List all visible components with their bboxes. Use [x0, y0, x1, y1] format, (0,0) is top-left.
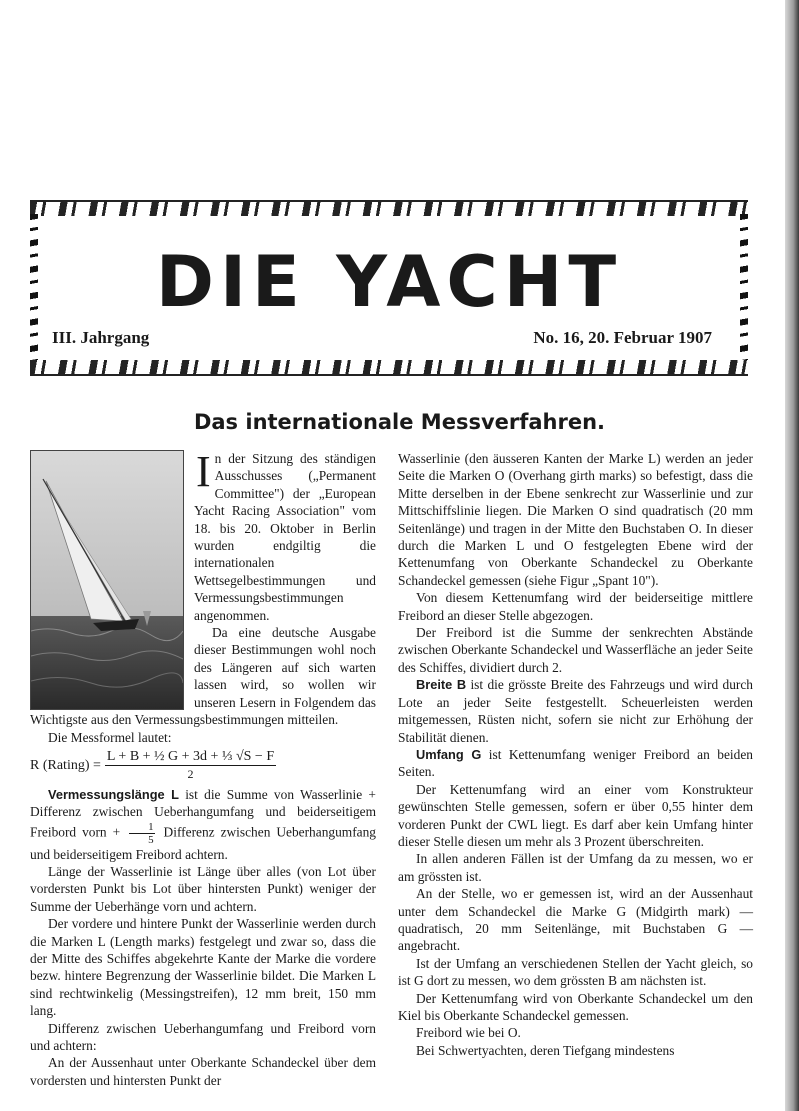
paragraph-col2-5: In allen anderen Fällen ist der Umfang da zu messen, wo er am grössten ist.	[398, 851, 753, 884]
paragraph-col2-3: Der Freibord ist die Summe der senkrechten Abstände zwischen Oberkante Schandeckel und Wasserfläche an jeder Seite des Schiffes, dividiert durch 2.	[398, 625, 753, 675]
term-breite: Breite B	[416, 677, 467, 693]
ornament-border-top	[30, 200, 748, 216]
column-left	[30, 447, 376, 1089]
column-right	[398, 450, 753, 1059]
paragraph-col2-9: Freibord wie bei O.	[416, 1025, 521, 1041]
yacht-photo	[30, 450, 184, 710]
intro-paragraph: n der Sitzung des ständigen Ausschusses („Permanent Committee") der „European Yacht Racing Association" vom 18. bis 20. Oktober in Berlin wurden endgiltig die internationalen Wettsegelbestimmungen und Vermessungsbestimmungen angenommen.	[194, 451, 376, 623]
inline-fraction-numerator: 1	[129, 821, 155, 834]
paragraph-col2-1: Wasserlinie (den äusseren Kanten der Marke L) werden an jeder Seite die Marken O (Overhang girth marks) so befestigt, dass die Mitte derselben in der Ebene senkrecht zur Wasserlinie und zur Mittschiffslinie liegen. Die Marken O sind quadratisch (20 mm Seitenlänge) und tragen in der Mitte den Buchstaben O. In dieser durch die Marken L und O festgelegten Ebene wird der Kettenumfang von Oberkante Schandeckel zu Oberkante Schandeckel gemessen (siehe Figur „Spant 10").	[398, 451, 753, 588]
formula-numerator: L + B + ½ G + 3d + ⅓ √S − F	[105, 748, 276, 766]
paragraph-differenz: Differenz zwischen Ueberhangumfang und Freibord vorn und achtern:	[30, 1020, 376, 1053]
formula-intro: Die Messformel lautet:	[48, 729, 172, 745]
paragraph-aussenhaut: An der Aussenhaut unter Oberkante Schandeckel über dem vordersten und hintersten Punkt der	[30, 1055, 376, 1088]
page-edge-shadow	[785, 0, 799, 1111]
inline-fraction	[129, 821, 155, 846]
paragraph-ausgabe: Da eine deutsche Ausgabe dieser Bestimmungen wohl noch des Längeren auf sich warten lassen wird, so wollen wir unseren Lesern in Folgendem das Wichtigste aus den Vermessungsbestimmungen mitteilen.	[30, 625, 376, 728]
masthead-title: DIE YACHT	[155, 241, 623, 323]
paragraph-umfang: ist Kettenumfang weniger Freibord an beiden Seiten.	[398, 746, 753, 780]
paragraph-col2-4: Der Kettenumfang wird an einer vom Konstrukteur gewünschten Stelle gemessen, sofern er über 0,55 hinter dem vorderen Punkt der CWL liegt. Es darf aber kein Umfang hinter dieser Stelle diesen um mehr als 3 Prozent überschreiten.	[398, 781, 753, 849]
paragraph-col2-6: An der Stelle, wo er gemessen ist, wird an der Aussenhaut unter dem Schandeckel die Marke G (Midgirth mark) — quadratisch, 20 mm Seitenlänge, mit Buchstaben G — angebracht.	[398, 886, 753, 954]
dropcap: I	[196, 447, 211, 496]
masthead	[30, 200, 748, 378]
formula-denominator: 2	[187, 767, 194, 782]
paragraph-laenge-b: Differenz zwischen Ueberhangumfang und beiderseitigem Freibord achtern.	[30, 824, 376, 862]
inline-fraction-denominator: 5	[148, 833, 154, 846]
paragraph-col2-7: Ist der Umfang an verschiedenen Stellen der Yacht gleich, so ist G dort zu messen, wo dem grössten B am nächsten ist.	[398, 955, 753, 989]
term-vermessungslaenge: Vermessungslänge L	[48, 786, 179, 802]
paragraph-col2-8: Der Kettenumfang wird von Oberkante Schandeckel um den Kiel bis Oberkante Schandeckel gemessen.	[398, 990, 753, 1023]
paragraph-breite: ist die grösste Breite des Fahrzeugs und wird durch Lote an jeder Seite festgestellt. Scheuerleisten werden mitgemessen, Rüsten nicht, sofern sie nicht zur Erhöhung der Stabilität dienen.	[398, 677, 754, 745]
term-umfang: Umfang G	[416, 746, 482, 762]
paragraph-col2-10: Bei Schwertyachten, deren Tiefgang mindestens	[416, 1042, 675, 1058]
rating-formula	[30, 748, 376, 784]
paragraph-punkt: Der vordere und hintere Punkt der Wasserlinie werden durch die Marken L (Length marks) festgelegt und zwar so, dass die der Mitte des Schiffes abgekehrte Kante der Marke die vordere bezw. hintere Begrenzung der Wasserlinie bildet. Die Marken L sind rechtwinkelig (Messingstreifen), 12 mm breit, 150 mm lang.	[30, 916, 376, 1019]
issue-label: No. 16, 20. Februar 1907	[533, 328, 712, 347]
paragraph-laenge-a: ist die Summe von Wasserlinie + Differenz zwischen Ueberhangumfang und beiderseitigem Freibord vorn +	[30, 786, 376, 840]
formula-lhs: R (Rating) =	[30, 758, 101, 774]
formula-fraction	[105, 748, 276, 784]
paragraph-col2-2: Von diesem Kettenumfang wird der beiderseitige mittlere Freibord an dieser Stelle abgezogen.	[398, 590, 753, 623]
article-title: Das internationale Messverfahren.	[193, 410, 606, 434]
ornament-border-bottom	[30, 360, 748, 376]
paragraph-wasserlinie: Länge der Wasserlinie ist Länge über alles (von Lot über vordersten Punkt bis Lot über hintersten Punkt) weniger der Summe der Ueberhänge vorn und achtern.	[30, 863, 376, 914]
volume-label: III. Jahrgang	[52, 328, 150, 347]
